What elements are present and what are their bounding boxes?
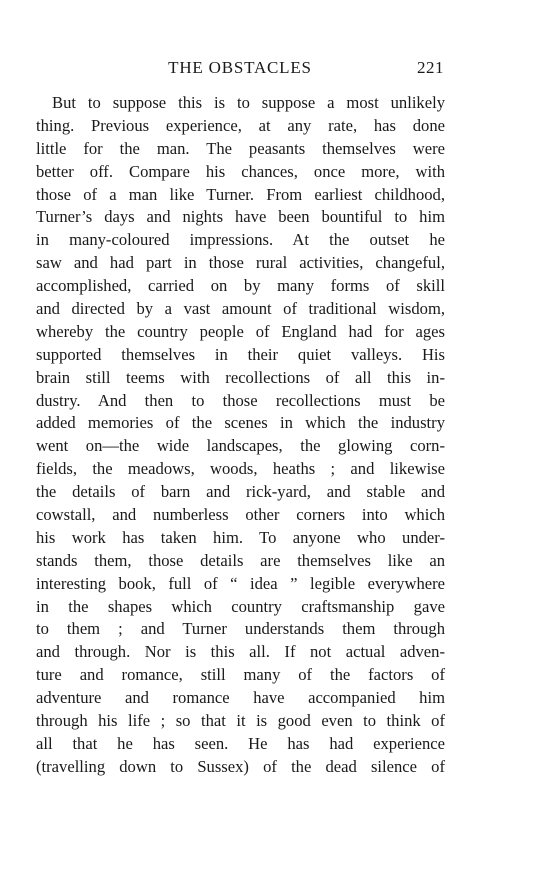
text-line: dustry. And then to those recollections must be	[36, 390, 445, 410]
text-line: went on—the wide landscapes, the glowing corn-	[36, 436, 445, 456]
text-line: thing. Previous experience, at any rate, has done	[36, 115, 445, 135]
running-head	[0, 58, 552, 80]
text-line: (travelling down to Sussex) of the dead silence of	[36, 756, 445, 776]
text-line: little for the man. The peasants themselves were	[36, 138, 445, 158]
text-line: all that he has seen. He has had experience	[36, 733, 445, 753]
text-line: to them ; and Turner understands them through	[36, 619, 445, 639]
text-line: and through. Nor is this all. If not actual adven-	[36, 642, 445, 662]
text-line: stands them, those details are themselves like an	[36, 550, 445, 570]
text-line: fields, the meadows, woods, heaths ; and likewise	[36, 459, 445, 479]
text-line: those of a man like Turner. From earliest childhood,	[36, 184, 445, 204]
body-text	[36, 92, 445, 779]
text-line: accomplished, carried on by many forms of skill	[36, 276, 445, 296]
text-line: adventure and romance have accompanied him	[36, 688, 445, 708]
text-line: interesting book, full of “ idea ” legible everywhere	[36, 573, 445, 593]
text-line: in many-coloured impressions. At the outset he	[36, 230, 445, 250]
text-line: the details of barn and rick-yard, and stable and	[36, 482, 445, 502]
text-line: whereby the country people of England had for ages	[36, 321, 445, 341]
text-line: But to suppose this is to suppose a most unlikely	[52, 93, 445, 112]
text-line: through his life ; so that it is good even to think of	[36, 711, 445, 731]
text-line: ture and romance, still many of the factors of	[36, 665, 445, 685]
text-line: Turner’s days and nights have been bountiful to him	[36, 207, 445, 227]
text-line: and directed by a vast amount of traditional wisdom,	[36, 299, 445, 319]
text-line: cowstall, and numberless other corners into which	[36, 505, 445, 525]
text-line: supported themselves in their quiet valleys. His	[36, 344, 445, 364]
text-line: brain still teems with recollections of all this in-	[36, 367, 445, 387]
text-line: his work has taken him. To anyone who under-	[36, 527, 445, 547]
text-line: saw and had part in those rural activities, changeful,	[36, 253, 445, 273]
text-line: added memories of the scenes in which the industry	[36, 413, 445, 433]
page-number: 221	[417, 58, 444, 77]
text-line: better off. Compare his chances, once more, with	[36, 161, 445, 181]
text-line: in the shapes which country craftsmanship gave	[36, 596, 445, 616]
running-title: THE OBSTACLES	[168, 58, 312, 77]
